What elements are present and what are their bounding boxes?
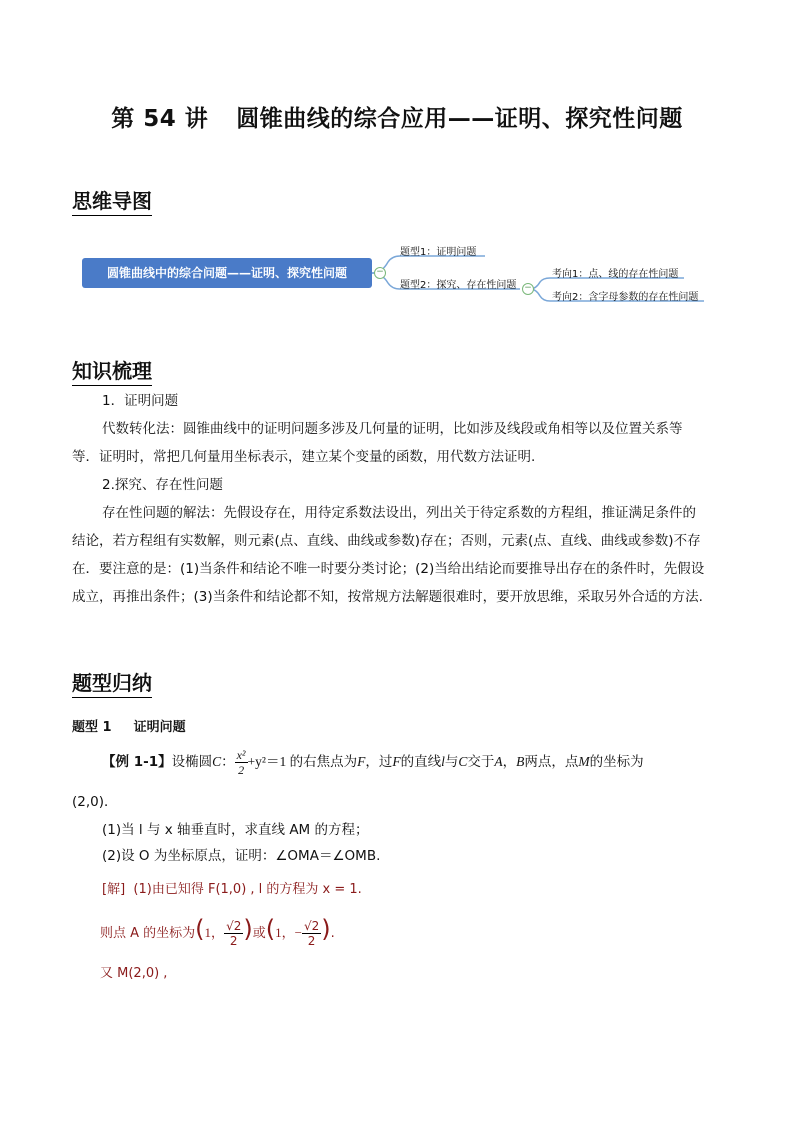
example-text: ，过: [365, 754, 393, 770]
example-var: F: [357, 754, 366, 769]
knowledge-paragraph: 成立，再推出条件；(3)当条件和结论都不知，按常规方法解题很难时，要开放思维，采取另外合适的方法.: [72, 589, 703, 605]
ellipse-fraction: [235, 748, 248, 777]
knowledge-body: [72, 387, 722, 611]
lecture-topic: 圆锥曲线的综合应用——证明、探究性问题: [236, 106, 683, 132]
example-text: 的坐标为: [589, 754, 644, 770]
knowledge-paragraph: 代数转化法：圆锥曲线中的证明问题多涉及几何量的证明，比如涉及线段或角相等以及位置关系等: [102, 421, 683, 437]
solution-text: 则点 A 的坐标为: [100, 926, 196, 941]
section-mindmap-heading: 思维导图: [72, 188, 152, 216]
example-text: ：: [221, 754, 235, 770]
mindmap-node-type1[interactable]: 题型1：证明问题: [400, 247, 477, 258]
type1-name: 证明问题: [133, 720, 186, 735]
solution-text: (1)由已知得 F(1,0) , l 的方程为 x = 1.: [133, 882, 362, 897]
solution-line-1: [72, 876, 722, 904]
example-tag: 【例 1-1】: [102, 754, 172, 770]
example-var: C: [458, 754, 468, 769]
example-var: M: [578, 754, 590, 769]
mindmap-node-type2[interactable]: 题型2：探究、存在性问题: [400, 280, 517, 291]
knowledge-paragraph: 等．证明时，常把几何量用坐标表示，建立某个变量的函数，用代数方法证明.: [72, 449, 536, 465]
example-var: l: [441, 754, 445, 769]
paren-close: ): [321, 915, 331, 943]
example-text: +y²＝1 的右焦点为: [247, 754, 358, 769]
knowledge-paragraph: 存在性问题的解法：先假设存在，用待定系数法设出，列出关于待定系数的方程组，推证满足条件的: [102, 505, 696, 521]
point-fraction: [224, 919, 243, 948]
example-text: 交于: [467, 754, 495, 770]
solution-line-3: 又 M(2,0) ,: [100, 966, 168, 981]
example-text: 两点，点: [524, 754, 579, 770]
fraction-numerator: √2: [303, 919, 320, 933]
paren-open: (: [195, 915, 205, 943]
paren-close: ): [243, 915, 253, 943]
example-coordinate-line: (2,0)．: [72, 794, 118, 810]
collapse-toggle-icon[interactable]: −: [522, 283, 534, 295]
solution-line-2: 则点 A 的坐标为(1， $\frac{√2}{2}$ )或(1，− $\frac{√2}{2}$ ).: [100, 915, 335, 948]
example-text: 的直线: [400, 754, 442, 770]
example-text: ，: [502, 754, 517, 770]
example-var: A: [494, 754, 503, 769]
solution-text: 或: [252, 926, 266, 941]
fraction-numerator: √2: [226, 919, 242, 933]
example-statement: [72, 745, 722, 779]
question-2: (2)设 O 为坐标原点，证明：∠OMA＝∠OMB.: [102, 848, 381, 864]
example-var: C: [212, 754, 222, 769]
mindmap-root-node[interactable]: 圆锥曲线中的综合问题——证明、探究性问题: [82, 258, 372, 288]
question-1: (1)当 l 与 x 轴垂直时，求直线 AM 的方程；: [102, 822, 369, 838]
fraction-denominator: 2: [307, 934, 316, 948]
collapse-toggle-icon[interactable]: −: [374, 267, 386, 279]
example-var: B: [516, 754, 525, 769]
fraction-numerator: x²: [236, 747, 246, 762]
section-types-heading: 题型归纳: [72, 670, 152, 698]
section-knowledge-heading: 知识梳理: [72, 358, 152, 386]
paren-open: (: [265, 915, 276, 943]
solution-tag: [解]: [102, 882, 126, 897]
knowledge-paragraph: 在．要注意的是：(1)当条件和结论不唯一时要分类讨论；(2)当给出结论而要推导出存在的条件时，先假设: [72, 561, 705, 577]
example-var: F: [392, 754, 401, 769]
example-text: 设椭圆: [171, 754, 213, 770]
knowledge-paragraph: 结论，若方程组有实数解，则元素(点、直线、曲线或参数)存在；否则，元素(点、直线、曲线或参数)不存: [72, 533, 701, 549]
mindmap-node-direction2[interactable]: 考向2：含字母参数的存在性问题: [552, 292, 699, 303]
point-fraction: [302, 919, 321, 948]
type1-heading: [72, 716, 186, 735]
type1-label: 题型 1: [72, 720, 112, 735]
mindmap-node-direction1[interactable]: 考向1：点、线的存在性问题: [552, 269, 679, 280]
knowledge-heading-2: 2.探究、存在性问题: [102, 477, 223, 493]
lecture-number: 第 54 讲: [111, 106, 209, 132]
fraction-denominator: 2: [238, 762, 245, 777]
knowledge-heading-1: 1．证明问题: [102, 393, 179, 409]
fraction-denominator: 2: [229, 934, 238, 948]
example-text: 与: [444, 754, 459, 770]
